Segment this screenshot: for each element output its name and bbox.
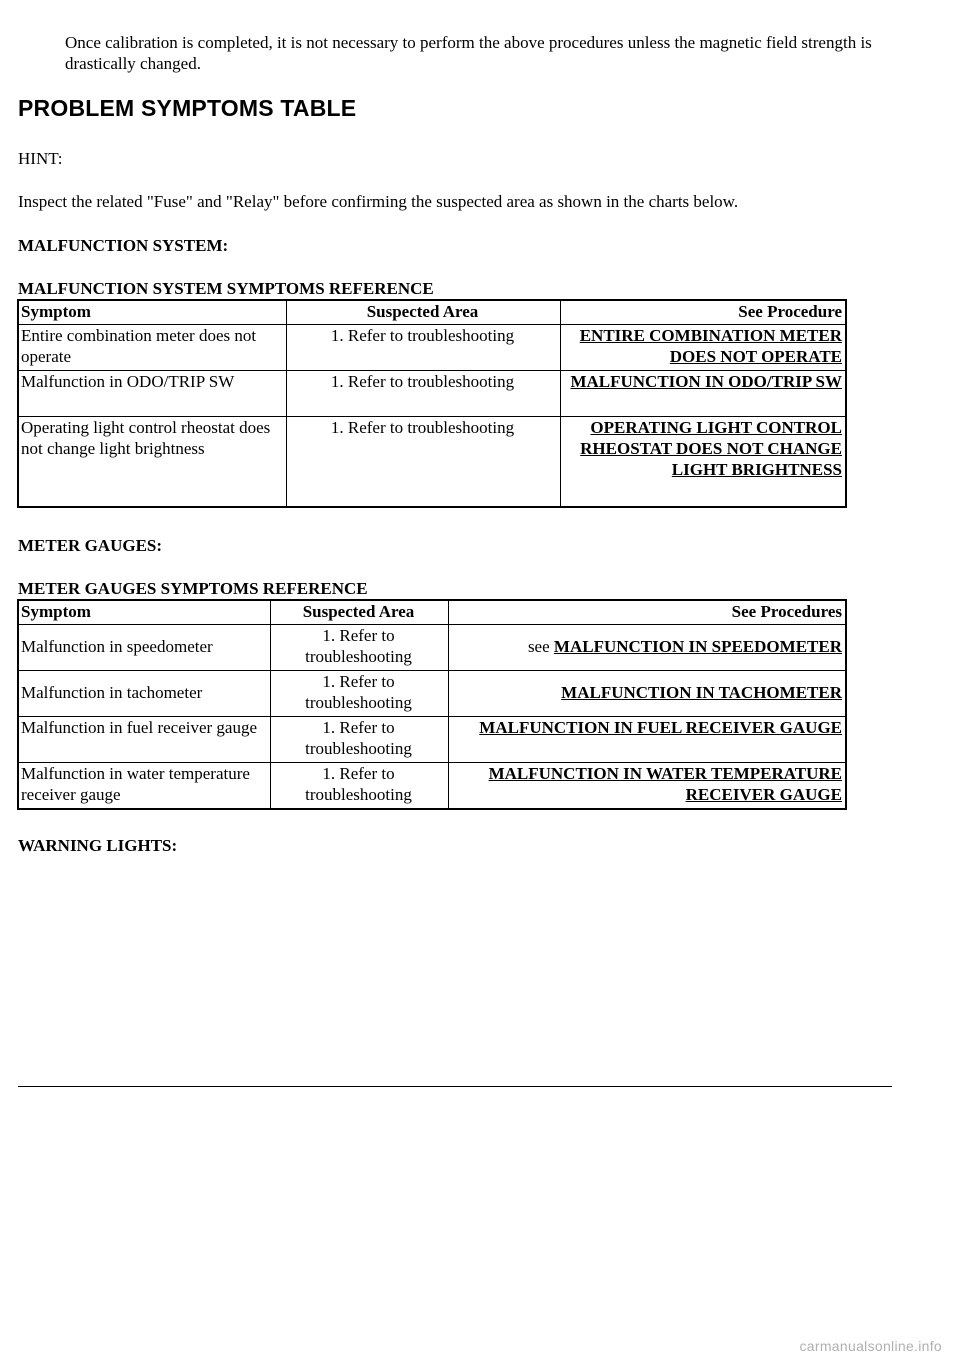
hint-label: HINT: — [18, 149, 63, 168]
suspected-area-cell: 1. Refer to troubleshooting — [270, 717, 448, 763]
suspected-area-cell: 1. Refer to troubleshooting — [270, 625, 448, 671]
section-heading-malfunction-system: MALFUNCTION SYSTEM: — [18, 236, 229, 255]
procedure-link[interactable]: MALFUNCTION IN FUEL RECEIVER GAUGE — [479, 718, 842, 737]
table-row — [18, 417, 846, 507]
procedure-link[interactable]: MALFUNCTION IN ODO/TRIP SW — [570, 372, 842, 391]
suspected-area-cell: 1. Refer to troubleshooting — [270, 671, 448, 717]
section-heading-meter-gauges: METER GAUGES: — [18, 536, 163, 555]
malfunction-system-table — [17, 299, 847, 508]
section-heading-warning-lights: WARNING LIGHTS: — [18, 836, 178, 855]
procedure-link[interactable]: MALFUNCTION IN SPEEDOMETER — [553, 637, 842, 656]
suspected-area-cell: 1. Refer to troubleshooting — [286, 325, 560, 371]
hint-text: Inspect the related "Fuse" and "Relay" before confirming the suspected area as shown in the charts below. — [18, 192, 739, 211]
symptom-cell: Malfunction in ODO/TRIP SW — [18, 371, 286, 417]
symptom-cell: Malfunction in fuel receiver gauge — [18, 717, 270, 763]
page-divider — [18, 1086, 892, 1087]
table-title-malfunction-system: MALFUNCTION SYSTEM SYMPTOMS REFERENCE — [18, 279, 434, 298]
suspected-area-cell: 1. Refer to troubleshooting — [286, 371, 560, 417]
symptom-cell: Malfunction in water temperature receiver gauge — [18, 763, 270, 809]
suspected-area-cell: 1. Refer to troubleshooting — [270, 763, 448, 809]
procedure-link[interactable]: ENTIRE COMBINATION METER DOES NOT OPERATE — [579, 326, 842, 366]
page-title: PROBLEM SYMPTOMS TABLE — [18, 95, 357, 121]
table-row — [18, 717, 846, 763]
procedure-link[interactable]: MALFUNCTION IN TACHOMETER — [561, 683, 842, 702]
table-header-row — [18, 600, 846, 625]
meter-gauges-table — [17, 599, 847, 810]
procedure-link[interactable]: MALFUNCTION IN WATER TEMPERATURE RECEIVER GAUGE — [488, 764, 842, 804]
table-row — [18, 325, 846, 371]
suspected-area-cell: 1. Refer to troubleshooting — [286, 417, 560, 507]
procedure-prefix: see — [527, 637, 550, 656]
header-suspected-area: Suspected Area — [270, 600, 448, 625]
table-header-row — [18, 300, 846, 325]
header-see-procedure: See Procedure — [560, 300, 846, 325]
table-row — [18, 763, 846, 809]
table-row — [18, 625, 846, 671]
header-suspected-area: Suspected Area — [286, 300, 560, 325]
table-row — [18, 371, 846, 417]
procedure-link[interactable]: OPERATING LIGHT CONTROL RHEOSTAT DOES NOT CHANGE LIGHT BRIGHTNESS — [580, 418, 842, 479]
watermark: carmanualsonline.info — [799, 1338, 942, 1354]
symptom-cell: Malfunction in speedometer — [18, 625, 270, 671]
symptom-cell: Operating light control rheostat does not change light brightness — [18, 417, 286, 507]
table-title-meter-gauges: METER GAUGES SYMPTOMS REFERENCE — [18, 579, 368, 598]
table-row — [18, 671, 846, 717]
symptom-cell: Malfunction in tachometer — [18, 671, 270, 717]
header-see-procedures: See Procedures — [448, 600, 846, 625]
intro-paragraph: Once calibration is completed, it is not necessary to perform the above procedures unless the magnetic field strength is drastically changed. — [65, 33, 872, 73]
symptom-cell: Entire combination meter does not operate — [18, 325, 286, 371]
header-symptom: Symptom — [18, 300, 286, 325]
header-symptom: Symptom — [18, 600, 270, 625]
